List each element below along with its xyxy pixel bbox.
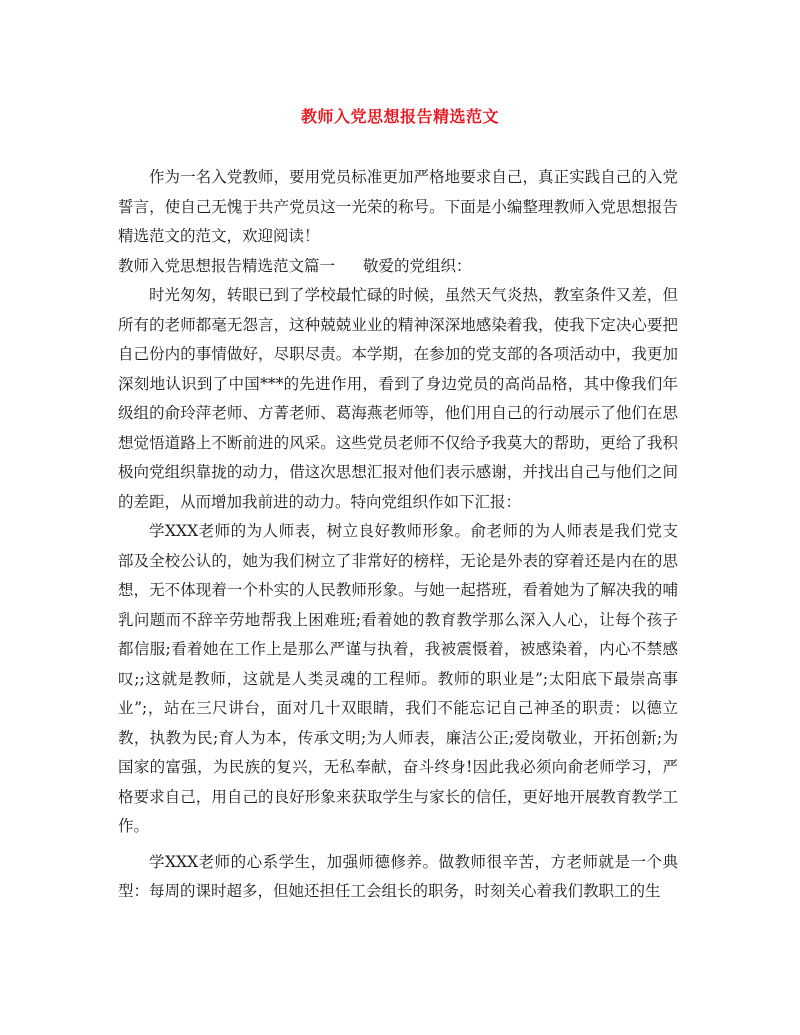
body-paragraph: 学XXX老师的心系学生，加强师德修养。做教师很辛苦，方老师就是一个典型：每周的课时超多，但她还担任工会组长的职务，时刻关心着我们教职工的生 [118,852,678,900]
intro-paragraph: 作为一名入党教师，要用党员标准更加严格地要求自己，真正实践自己的入党誓言，使自己无愧于共产党员这一光荣的称号。下面是小编整理教师入党思想报告精选范文的范文，欢迎阅读！ [118,168,678,245]
section-heading-line [118,252,678,282]
document-title: 教师入党思想报告精选范文 [300,107,499,126]
document-body [118,163,678,907]
body-paragraph: 时光匆匆，转眼已到了学校最忙碌的时候，虽然天气炎热，教室条件又差，但所有的老师都毫无怨言，这种兢兢业业的精神深深地感染着我，使我下定决心要把自己份内的事情做好，尽职尽责。本学期，在参加的党支部的各项活动中，我更加深刻地认识到了中国***的先进作用，看到了身边党员的高尚品格，其中像我们年级组的俞玲萍老师、方菁老师、葛海燕老师等，他们用自己的行动展示了他们在思想觉悟道路上不断前进的风采。这些党员老师不仅给予我莫大的帮助，更给了我积极向党组织靠拢的动力，借这次思想汇报对他们表示感谢，并找出自己与他们之间的差距，从而增加我前进的动力。特向党组织作如下汇报： [118,286,678,511]
section-heading: 教师入党思想报告精选范文篇一 [118,256,336,275]
body-paragraph: 学XXX老师的为人师表，树立良好教师形象。俞老师的为人师表是我们党支部及全校公认的，她为我们树立了非常好的榜样，无论是外表的穿着还是内在的思想，无不体现着一个朴实的人民教师形象。与她一起搭班，看着她为了解决我的哺乳问题而不辞辛劳地帮我上困难班;看着她的教育教学那么深入人心，让每个孩子都信服;看着她在工作上是那么严谨与执着，我被震慑着，被感染着，内心不禁感叹;;这就是教师，这就是人类灵魂的工程师。教师的职业是”;太阳底下最崇高事业”;，站在三尺讲台，面对几十双眼睛，我们不能忘记自己神圣的职责：以德立教，执教为民;育人为本，传承文明;为人师表，廉洁公正;爱岗敬业，开拓创新;为国家的富强，为民族的复兴，无私奉献，奋斗终身!因此我必须向俞老师学习，严格要求自己，用自己的良好形象来获取学生与家长的信任，更好地开展教育教学工作。 [118,522,678,835]
salutation: 敬爱的党组织： [363,256,472,275]
